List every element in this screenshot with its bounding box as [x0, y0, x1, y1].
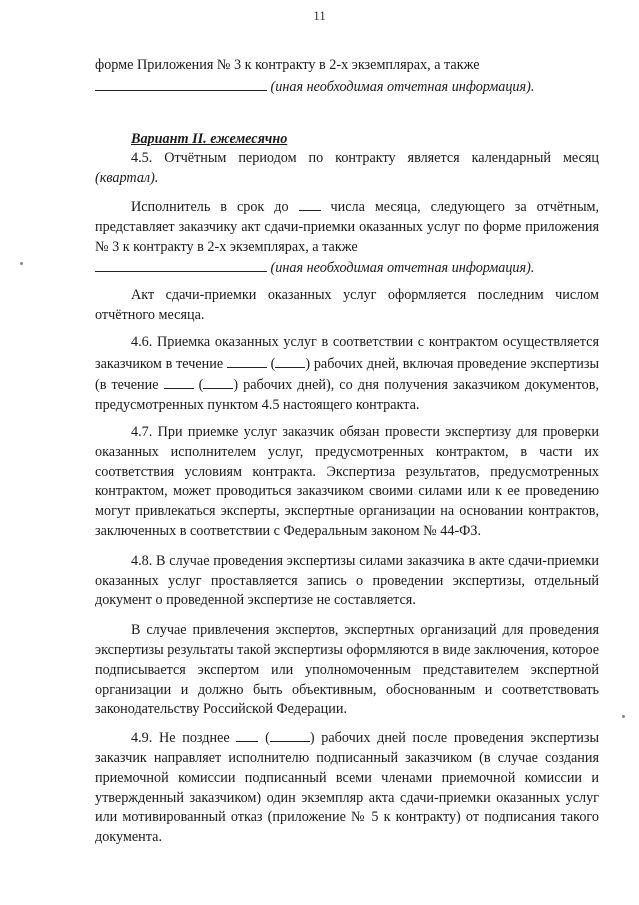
section-heading-variant-2: Вариант II. ежемесячно [131, 130, 288, 147]
paragraph-4-6-mid: рабочих дней, включая проведение экспертизы (в течение [95, 355, 600, 394]
report-form-note: (иная необходимая отчетная информация). [270, 78, 535, 95]
blank-days-words [275, 353, 305, 368]
blank-exam-days [164, 374, 194, 389]
paragraph-4-9-rest: рабочих дней после проведения экспертизы заказчик направляет исполнителю подписанный заказчиком (в случае создания приемочной комиссии подписанный всеми членами приемочной комиссии и утвержденный заказчиком) один экземпляр акта сдачи-приемки оказанных услуг или мотивированный отказ (приложение № 5 к контракту) от подписания такого документа. [95, 730, 600, 846]
blank-field [95, 76, 267, 91]
paragraph-experts: В случае привлечения экспертов, экспертных организаций для проведения экспертизы результаты такой экспертизы оформляются в виде заключения, которое подписывается экспертом или уполномоченным представителем экспертной организации и должно быть объективным, обоснованным и соответствовать законодательству Российской Федерации. [95, 622, 600, 718]
blank-field [95, 257, 267, 272]
report-form-text: форме Приложения № 3 к контракту в 2-х экземплярах, а также [95, 57, 480, 73]
paragraph-executor-deadline [95, 196, 599, 279]
blank-exam-days-words [203, 374, 233, 389]
blank-days [236, 727, 258, 742]
paragraph-4-5 [95, 149, 599, 189]
paragraph-4-5-text: 4.5. Отчётным периодом по контракту является календарный месяц [131, 150, 599, 167]
blank-days [227, 353, 267, 368]
paragraph-report-form [95, 56, 599, 98]
paragraph-act: Акт сдачи-приемки оказанных услуг оформляется последним числом отчётного месяца. [95, 287, 599, 323]
executor-text-start: Исполнитель в срок до [131, 198, 289, 215]
scan-speck [622, 715, 625, 718]
paragraph-4-6-start: 4.6. Приемка оказанных услуг в соответствии с контрактом осуществляется заказчиком в течение [95, 333, 599, 372]
paragraph-4-8: 4.8. В случае проведения экспертизы силами заказчика в акте сдачи-приемки оказанных услуг проставляется запись о проведении экспертизы, отдельный документ о проведенной экспертизе не составляется. [95, 552, 599, 609]
paragraph-4-9: 4.9. Не позднее ( ) рабочих дней после проведения экспертизы заказчик направляет исполнителю подписанный заказчиком (в случае создания приемочной комиссии подписанный всеми членами приемочной комиссии и утвержденный заказчиком) один экземпляр акта сдачи-приемки оказанных услуг или мотивированный отказ (приложение № 5 к контракту) от подписания такого документа. [95, 727, 599, 848]
paragraph-4-9-start: 4.9. Не позднее [131, 730, 230, 747]
document-body [95, 56, 599, 848]
paragraph-4-5-note: (квартал). [95, 170, 159, 187]
executor-note: (иная необходимая отчетная информация). [270, 260, 535, 277]
paragraph-4-6: 4.6. Приемка оказанных услуг в соответствии с контрактом осуществляется заказчиком в течение ( ) рабочих дней, включая проведение экспертизы (в течение ( ) рабочих дней), со дня получения заказчиком документов, предусмотренных пунктом 4.5 настоящего контракта. [95, 333, 600, 414]
scan-speck [20, 262, 23, 265]
blank-days-words [270, 727, 310, 742]
executor-text-rest: числа месяца, следующего за отчётным, представляет заказчику акт сдачи-приемки оказанных услуг по форме приложения № 3 к контракту в 2-х экземплярах, а также [95, 198, 600, 255]
page-number: 11 [313, 8, 326, 23]
paragraph-4-7: 4.7. При приемке услуг заказчик обязан провести экспертизу для проверки оказанных исполнителем услуг, предусмотренных контрактом, в части их соответствия условиям контракта. Экспертиза результатов, предусмотренных контрактом, может проводиться заказчиком своими силами или к ее проведению могут привлекаться эксперты, экспертные организации на основании контрактов, заключенных в соответствии с Федеральным законом № 44-ФЗ. [95, 423, 599, 539]
paragraph-4-6-end: рабочих дней), со дня получения заказчиком документов, предусмотренных пунктом 4.5 настоящего контракта. [95, 377, 600, 414]
blank-day [299, 196, 321, 211]
